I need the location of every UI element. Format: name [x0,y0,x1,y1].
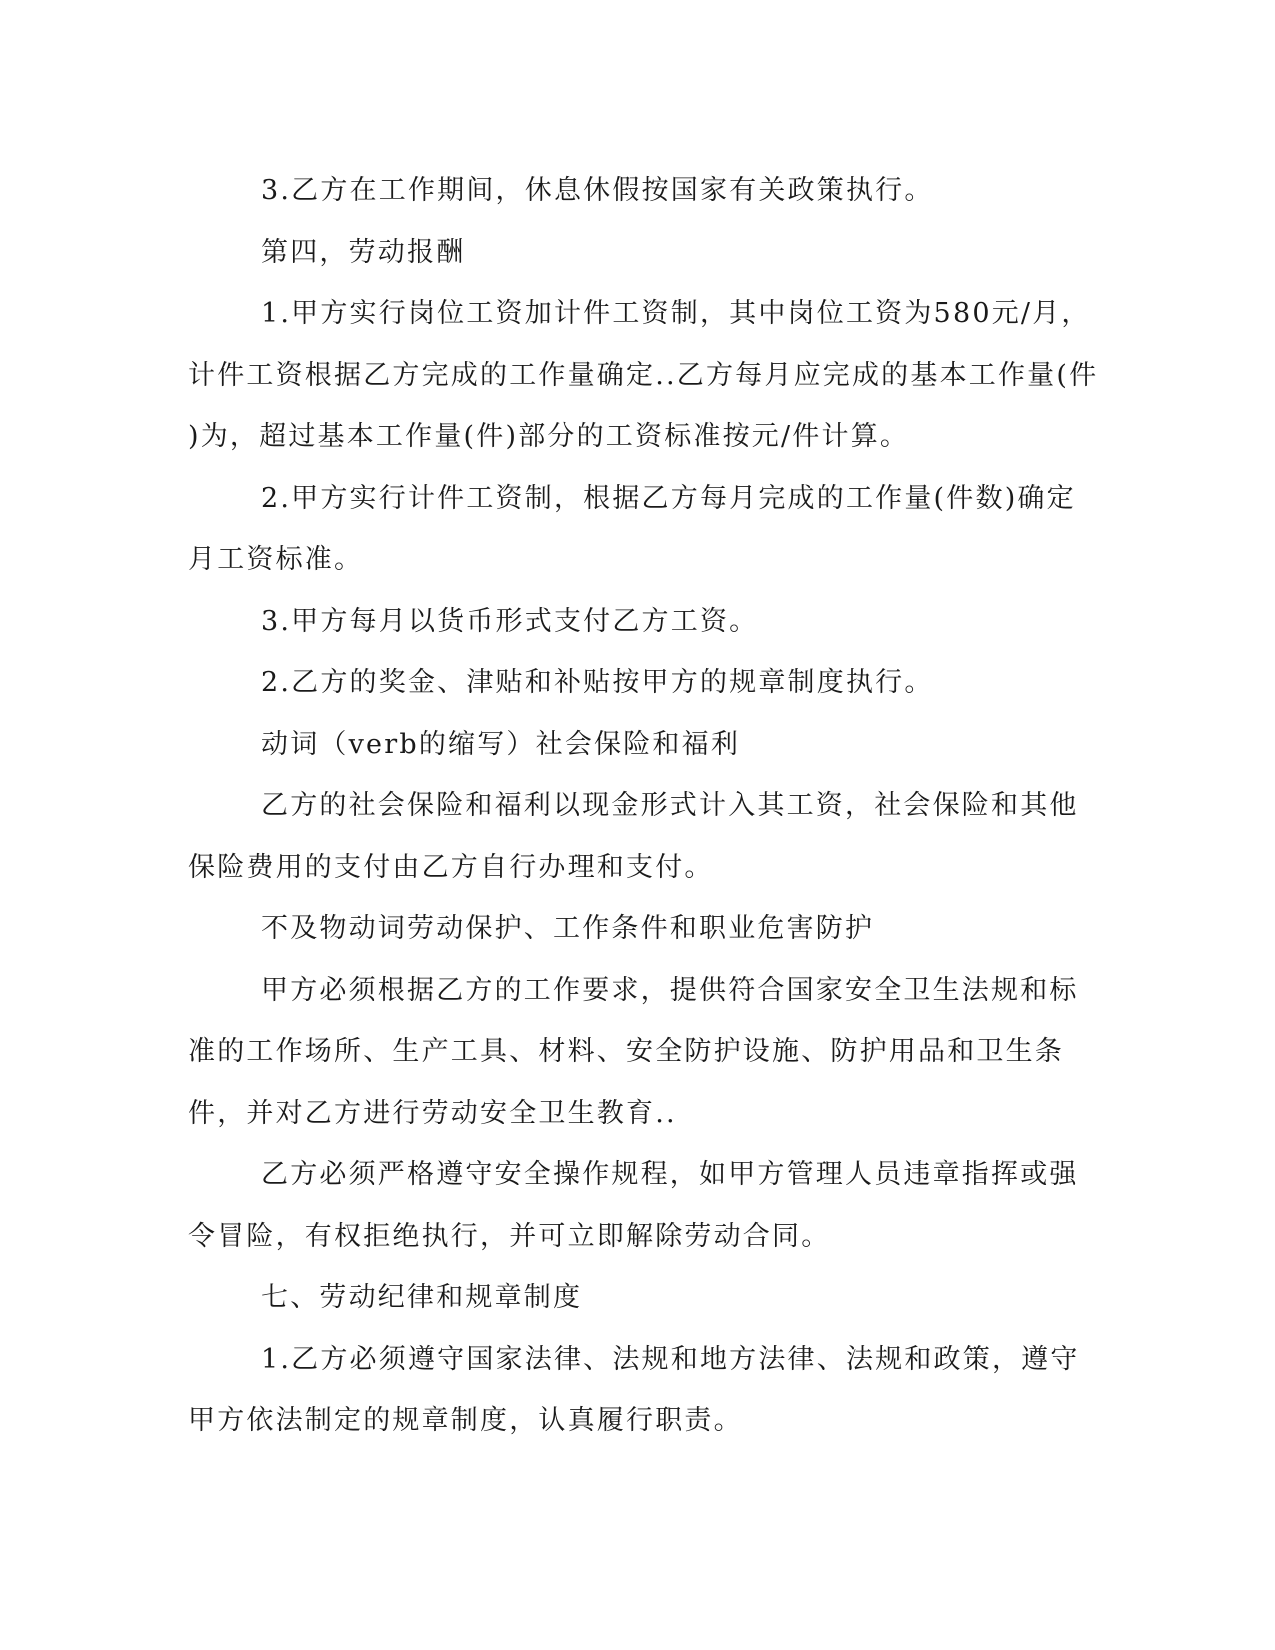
paragraph [188,775,1079,898]
text-line: 动词（verb的缩写）社会保险和福利 [261,728,741,760]
paragraph [188,591,1068,653]
text-line: 1.乙方必须遵守国家法律、法规和地方法律、法规和政策，遵守 [261,1343,1080,1375]
paragraph [188,1144,1079,1267]
text-line: 乙方必须严格遵守安全操作规程，如甲方管理人员违章指挥或强 [261,1159,1079,1190]
text-line: 不及物动词劳动保护、工作条件和职业危害防护 [261,913,875,944]
text-line: )为，超过基本工作量(件)部分的工资标准按元/件计算。 [188,421,910,452]
text-line: 甲方必须根据乙方的工作要求，提供符合国家安全卫生法规和标 [261,974,1079,1006]
text-line: 1.甲方实行岗位工资加计件工资制，其中岗位工资为580元/月， [261,298,1091,329]
paragraph [188,468,1076,591]
document-body [188,160,1099,1452]
text-line: 3.甲方每月以货币形式支付乙方工资。 [261,605,759,637]
section-heading [188,1267,1068,1329]
text-line: 2.乙方的奖金、津贴和补贴按甲方的规章制度执行。 [261,667,934,698]
text-line: 月工资标准。 [188,544,364,575]
text-line: 3.乙方在工作期间，休息休假按国家有关政策执行。 [261,175,934,206]
text-line: 甲方依法制定的规章制度，认真履行职责。 [188,1405,743,1436]
text-line: 七、劳动纪律和规章制度 [261,1282,583,1313]
section-heading [188,222,1068,284]
paragraph [188,160,1068,222]
section-heading [188,898,1068,960]
text-line: 计件工资根据乙方完成的工作量确定..乙方每月应完成的基本工作量(件 [188,359,1099,391]
paragraph [188,960,1079,1145]
paragraph [188,1329,1080,1452]
text-line: 令冒险，有权拒绝执行，并可立即解除劳动合同。 [188,1220,831,1252]
text-line: 乙方的社会保险和福利以现金形式计入其工资，社会保险和其他 [261,790,1079,821]
section-heading [188,714,1068,776]
text-line: 2.甲方实行计件工资制，根据乙方每月完成的工作量(件数)确定 [261,482,1076,514]
paragraph [188,283,1099,468]
text-line: 件，并对乙方进行劳动安全卫生教育.. [188,1097,677,1129]
text-line: 第四，劳动报酬 [261,236,466,268]
text-line: 准的工作场所、生产工具、材料、安全防护设施、防护用品和卫生条 [188,1036,1064,1067]
paragraph [188,652,1068,714]
text-line: 保险费用的支付由乙方自行办理和支付。 [188,851,714,883]
